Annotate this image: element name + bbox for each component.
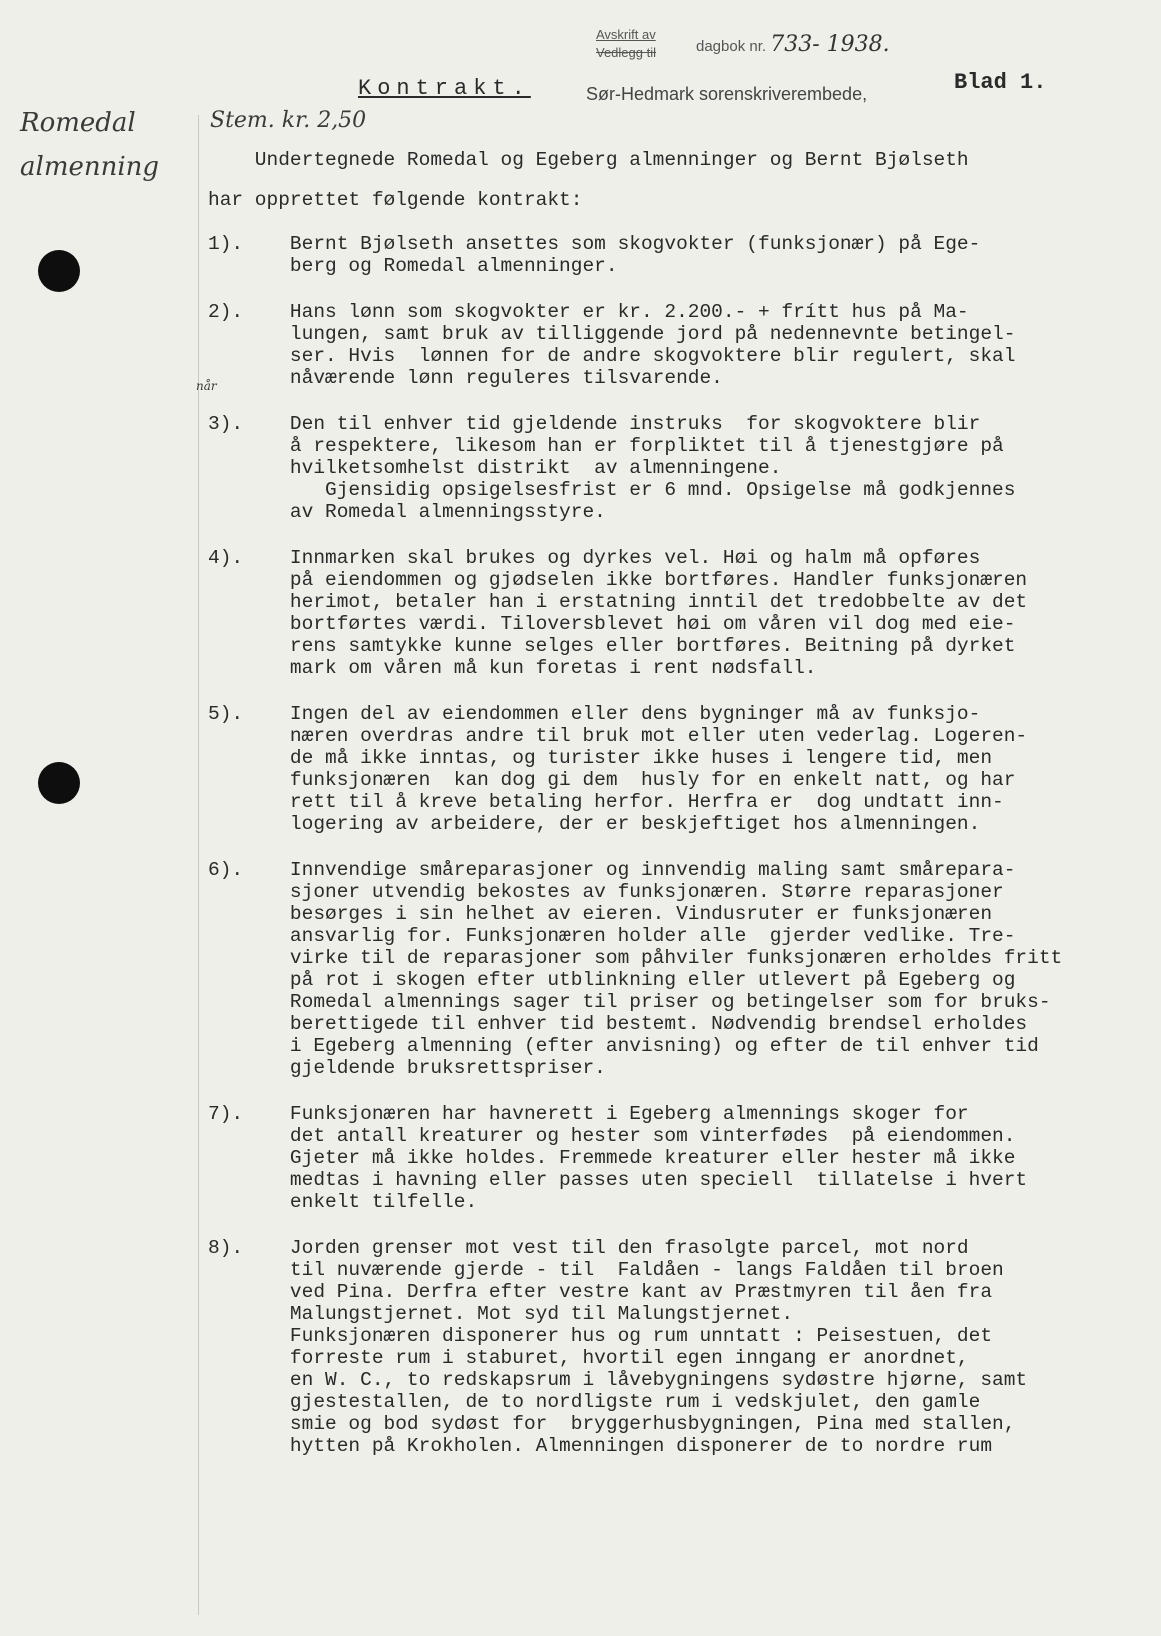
text-line: virke til de reparasjoner som påhviler funksjonæren erholdes fritt [208, 947, 1063, 969]
text-line: sjoner utvendig bekostes av funksjonæren. Større reparasjoner [208, 881, 1004, 903]
text-line: nåværende lønn reguleres tilsvarende. [208, 367, 723, 389]
text-line: å respektere, likesom han er forpliktet til å tjenestgjøre på [208, 435, 1004, 457]
text-line: Undertegnede Romedal og Egeberg almenninger og Bernt Bjølseth [208, 149, 969, 171]
text-line: hvilketsomhelst distrikt av almenningene. [208, 457, 782, 479]
page-number: Blad 1. [954, 70, 1047, 95]
punch-hole-icon [38, 250, 80, 292]
text-line: Funksjonæren disponerer hus og rum unntatt : Peisestuen, det [208, 1325, 993, 1347]
text-line: forreste rum i staburet, hvortil egen inngang er anordnet, [208, 1347, 969, 1369]
text-line: 5). Ingen del av eiendommen eller dens bygninger må av funksjo- [208, 703, 981, 725]
text-line: smie og bod sydøst for bryggerhusbygningen, Pina med stallen, [208, 1413, 1016, 1435]
vedlegg-label: Vedlegg til [596, 45, 656, 60]
text-line: rens samtykke kunne selges eller bortføres. Beitning på dyrket [208, 635, 1016, 657]
text-line: 2). Hans lønn som skogvokter er kr. 2.200.- + frítt hus på Ma- [208, 301, 969, 323]
text-line: har opprettet følgende kontrakt: [208, 189, 583, 211]
text-line: næren overdras andre til bruk mot eller uten vederlag. Logeren- [208, 725, 1028, 747]
margin-rule [198, 115, 199, 1615]
text-line: ser. Hvis lønnen for de andre skogvoktere blir regulert, skal [208, 345, 1016, 367]
text-line: berg og Romedal almenninger. [208, 255, 618, 277]
document-title: Kontrakt. [358, 76, 531, 101]
text-line: besørges i sin helhet av eieren. Vindusruter er funksjonæren [208, 903, 993, 925]
text-line: enkelt tilfelle. [208, 1191, 478, 1213]
text-line: 6). Innvendige småreparasjoner og innvendig maling samt smårepara- [208, 859, 1016, 881]
text-line: Malungstjernet. Mot syd til Malungstjernet. [208, 1303, 794, 1325]
text-line: 4). Innmarken skal brukes og dyrkes vel. Høi og halm må opføres [208, 547, 981, 569]
text-line: 3). Den til enhver tid gjeldende instruks for skogvoktere blir [208, 413, 981, 435]
stamp-fee-note: Stem. kr. 2,50 [210, 108, 367, 133]
punch-hole-icon [38, 762, 80, 804]
text-line: mark om våren må kun foretas i rent nødsfall. [208, 657, 817, 679]
text-line: 1). Bernt Bjølseth ansettes som skogvokter (funksjonær) på Ege- [208, 233, 981, 255]
text-line: Gjensidig opsigelsesfrist er 6 mnd. Opsigelse må godkjennes [208, 479, 1016, 501]
text-line: i Egeberg almenning (efter anvisning) og efter de til enhver tid [208, 1035, 1039, 1057]
text-line: ved Pina. Derfra efter vestre kant av Præstmyren til åen fra [208, 1281, 993, 1303]
text-line: hytten på Krokholen. Almenningen disponerer de to nordre rum [208, 1435, 993, 1457]
text-line: de må ikke inntas, og turister ikke huses i lengere tid, men [208, 747, 993, 769]
text-line: det antall kreaturer og hester som vinterfødes på eiendommen. [208, 1125, 1016, 1147]
dagbok-label: dagbok nr. [696, 38, 767, 55]
text-line: rett til å kreve betaling herfor. Herfra er dog undtatt inn- [208, 791, 1004, 813]
margin-note-almenning: almenning [20, 152, 160, 182]
text-line: Romedal almennings sager til priser og betingelser som for bruks- [208, 991, 1051, 1013]
dagbok-number: 733- 1938. [770, 32, 890, 57]
text-line: 8). Jorden grenser mot vest til den frasolgte parcel, mot nord [208, 1237, 969, 1259]
text-line: gjeldende bruksrettspriser. [208, 1057, 606, 1079]
text-line: av Romedal almenningsstyre. [208, 501, 606, 523]
text-line: på rot i skogen efter utblinkning eller utlevert på Egeberg og [208, 969, 1016, 991]
text-line: medtas i havning eller passes uten speciell tillatelse i hvert [208, 1169, 1028, 1191]
text-line: Gjeter må ikke holdes. Fremmede kreaturer eller hester må ikke [208, 1147, 1016, 1169]
text-line: 7). Funksjonæren har havnerett i Egeberg almennings skoger for [208, 1103, 969, 1125]
text-line: på eiendommen og gjødselen ikke bortføres. Handler funksjonæren [208, 569, 1028, 591]
text-line: funksjonæren kan dog gi dem husly for en enkelt natt, og har [208, 769, 1016, 791]
margin-note-romedal: Romedal [20, 108, 136, 138]
text-line: en W. C., to redskapsrum i låvebygningens sydøstre hjørne, samt [208, 1369, 1028, 1391]
text-line: logering av arbeidere, der er beskjeftiget hos almenningen. [208, 813, 981, 835]
text-line: ansvarlig for. Funksjonæren holder alle gjerder vedlike. Tre- [208, 925, 1016, 947]
avskrift-label: Avskrift av [596, 27, 656, 42]
text-line: til nuværende gjerde - til Faldåen - langs Faldåen til broen [208, 1259, 1004, 1281]
office-name: Sør-Hedmark sorenskriverembede, [586, 84, 868, 104]
text-line: bortførtes værdi. Tiloversblevet høi om våren vil dog med eie- [208, 613, 1016, 635]
text-line: gjestestallen, de to nordligste rum i vedskjulet, den gamle [208, 1391, 981, 1413]
text-line: lungen, samt bruk av tilliggende jord på nedennevnte betingel- [208, 323, 1016, 345]
inline-handwritten-note: når [196, 379, 217, 393]
text-line: herimot, betaler han i erstatning inntil det tredobbelte av det [208, 591, 1028, 613]
text-line: berettigede til enhver tid bestemt. Nødvendig brendsel erholdes [208, 1013, 1028, 1035]
